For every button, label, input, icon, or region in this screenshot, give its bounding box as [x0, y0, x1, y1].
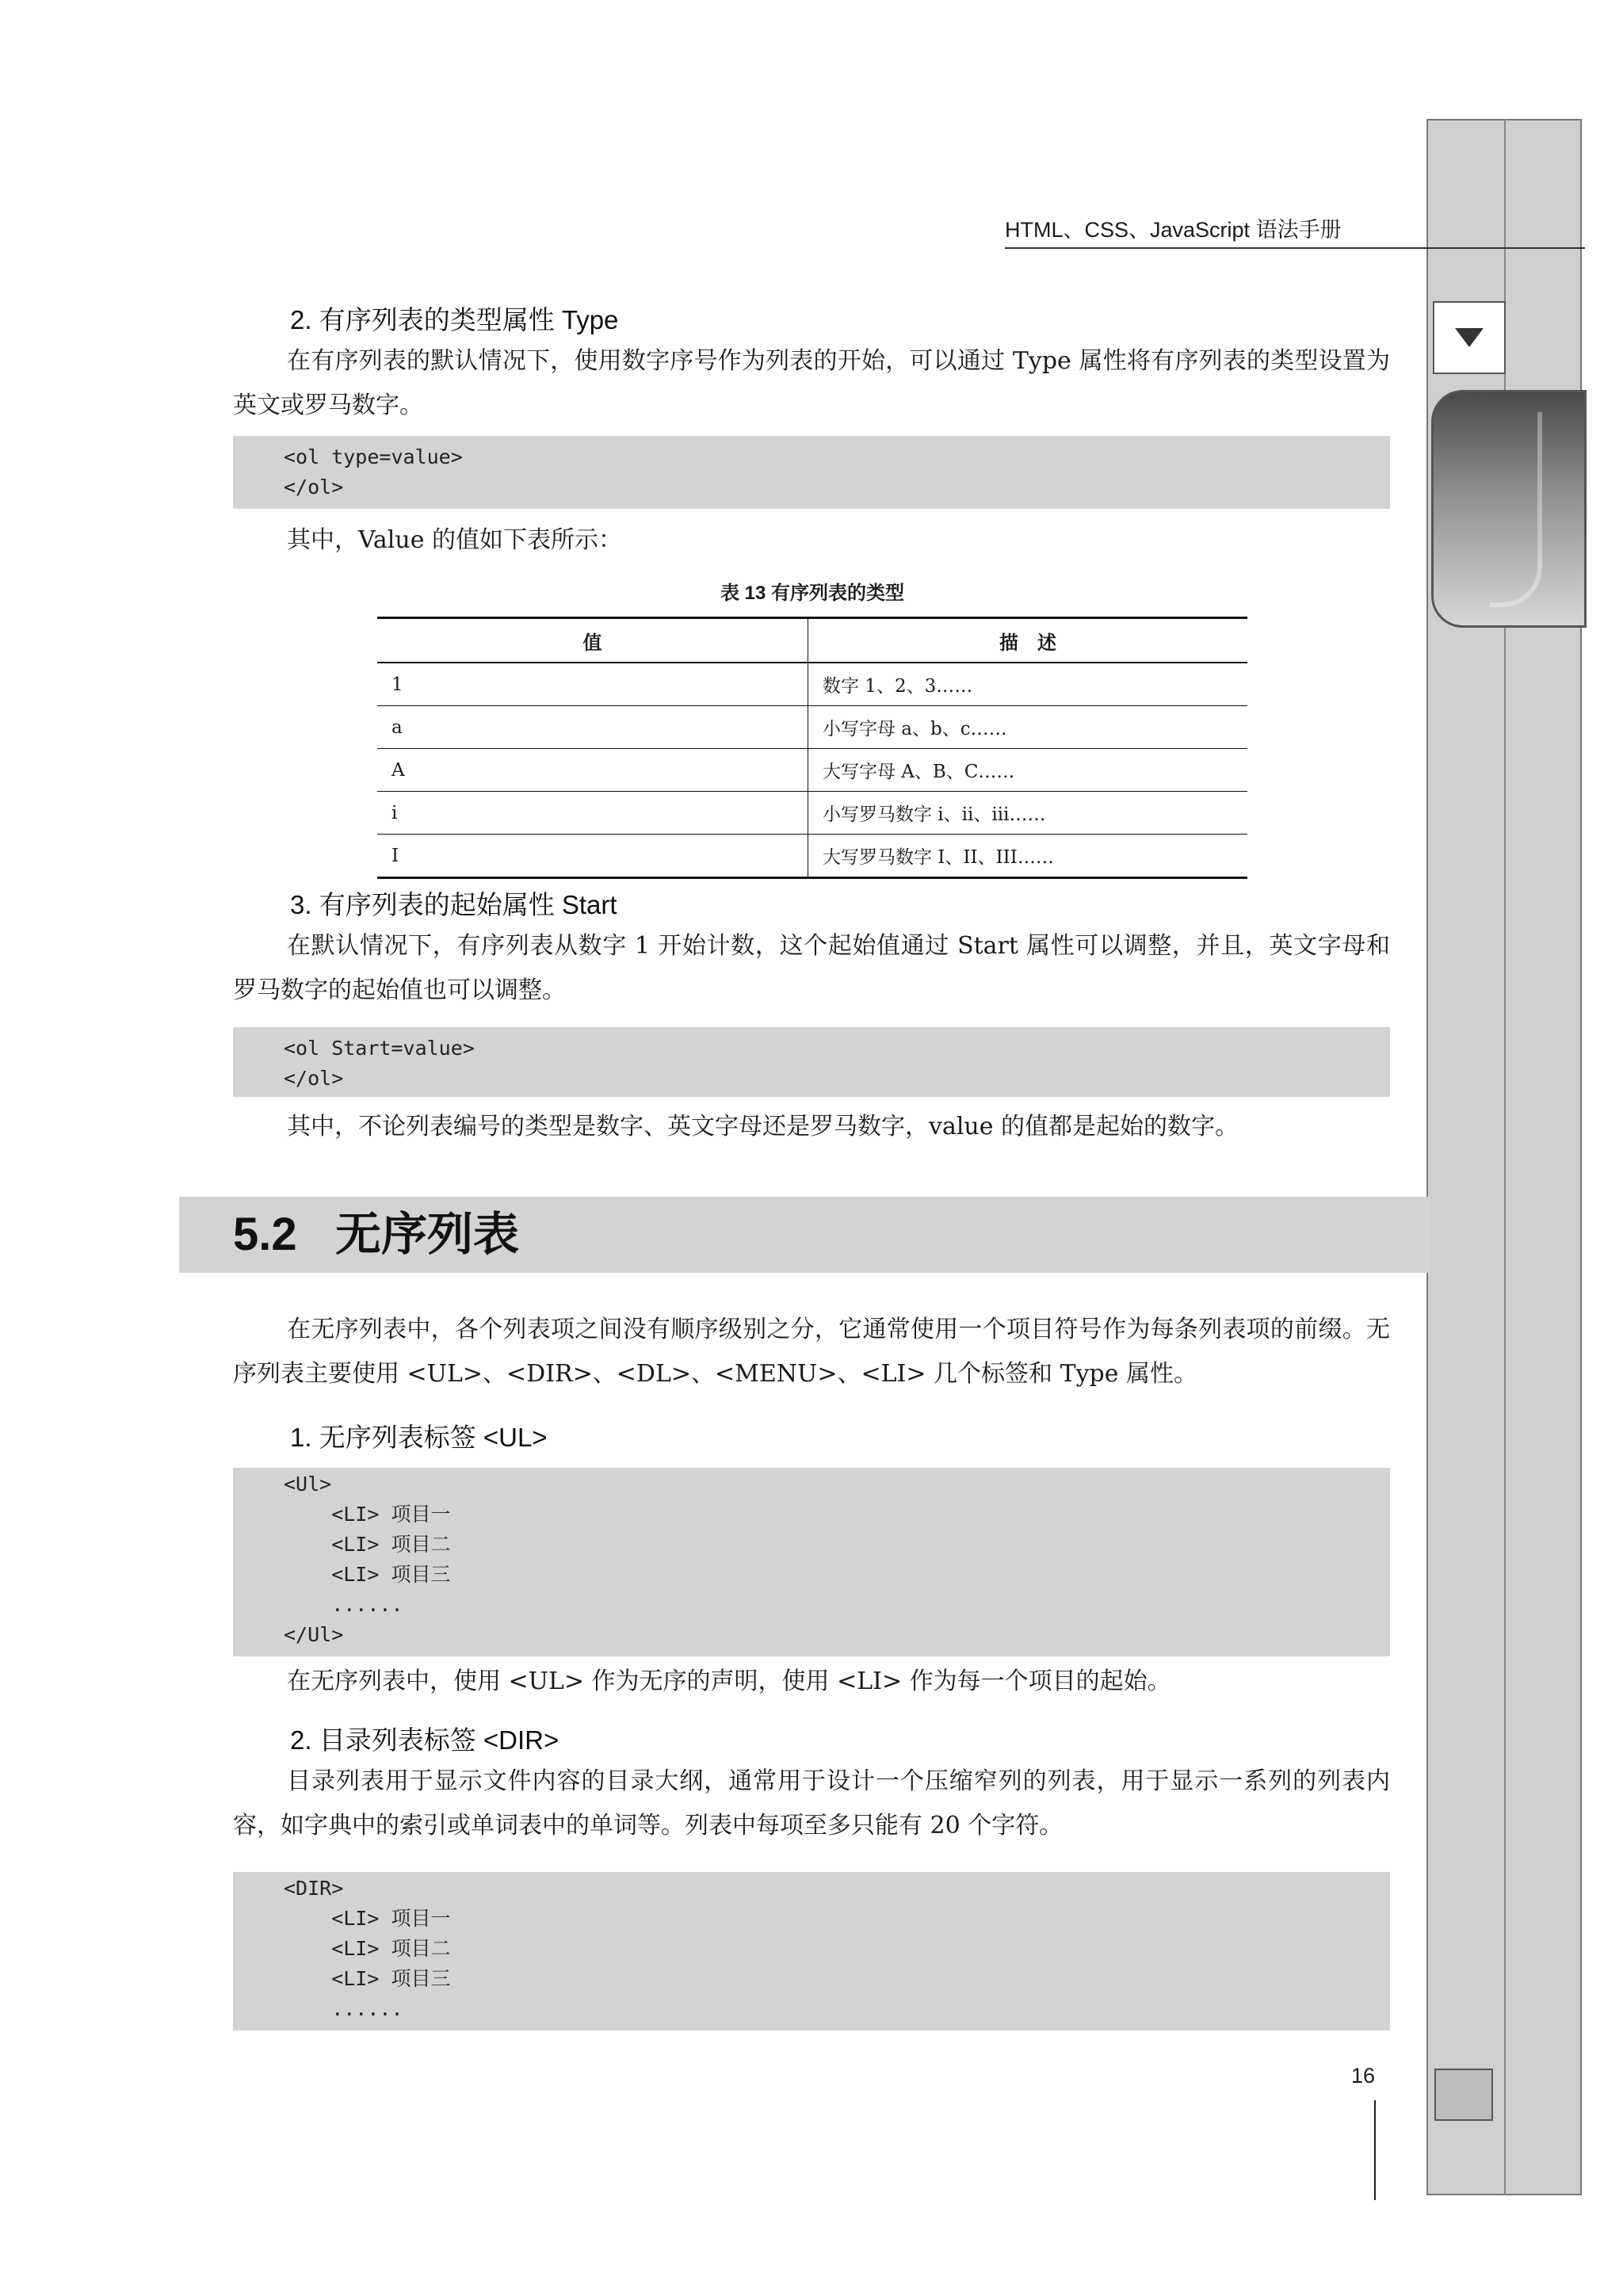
paragraph-start-attribute: 在默认情况下，有序列表从数字 1 开始计数，这个起始值通过 Start 属性可以调整，并且，英文字母和罗马数字的起始值也可以调整。: [233, 932, 1390, 1004]
table-cell-value: I: [377, 835, 808, 878]
code-line: <DIR>: [284, 1877, 344, 1900]
code-line: <LI> 项目一: [284, 1503, 451, 1526]
running-header: HTML、CSS、JavaScript 语法手册: [1005, 218, 1342, 242]
code-line: <LI> 项目二: [284, 1533, 451, 1556]
table-cell-value: 1: [377, 663, 808, 706]
table-cell-value: i: [377, 792, 808, 835]
nav-arrow-box: [1433, 301, 1506, 374]
page-curl-decoration: [1490, 412, 1542, 607]
note-ul-usage: 在无序列表中，使用 <UL> 作为无序的声明，使用 <LI> 作为每一个项目的起始。: [287, 1668, 1171, 1695]
code-line: <LI> 项目二: [284, 1937, 451, 1960]
paragraph-unordered-intro: 在无序列表中，各个列表项之间没有顺序级别之分，它通常使用一个项目符号作为每条列表项的前缀。无序列表主要使用 <UL>、<DIR>、<DL>、<MENU>、<LI> 几个标签和 Type 属性。: [233, 1316, 1390, 1388]
table-cell-description: 数字 1、2、3……: [808, 663, 1248, 706]
code-line: <ol type=value>: [284, 445, 463, 468]
code-block-ol-start: [233, 1027, 1390, 1097]
table-cell-value: a: [377, 706, 808, 749]
table-ordered-list-types: [377, 617, 1247, 879]
triangle-down-icon: [1455, 328, 1484, 347]
code-line: <ol Start=value>: [284, 1037, 475, 1060]
table-caption: 表 13 有序列表的类型: [720, 583, 905, 604]
code-line: <LI> 项目一: [284, 1907, 451, 1930]
table-row: [377, 663, 1247, 706]
code-line: </ol>: [284, 1067, 344, 1090]
heading-dir-tag: 2. 目录列表标签 <DIR>: [290, 1725, 559, 1755]
heading-start-attribute: 3. 有序列表的起始属性 Start: [290, 890, 617, 919]
code-line: <LI> 项目三: [284, 1967, 451, 1990]
table-header-description: 描 述: [808, 618, 1248, 663]
section-title: 5.2 无序列表: [233, 1209, 519, 1260]
page-number-rule: [1374, 2100, 1376, 2200]
code-line: ......: [284, 1997, 403, 2020]
table-row: [377, 706, 1247, 749]
code-line: <LI> 项目三: [284, 1563, 451, 1586]
paragraph-dir-tag: 目录列表用于显示文件内容的目录大纲，通常用于设计一个压缩窄列的列表，用于显示一系列的列表内容，如字典中的索引或单词表中的单词等。列表中每项至多只能有 20 个字符。: [233, 1767, 1390, 1839]
table-cell-description: 大写罗马数字 I、II、III……: [808, 835, 1248, 878]
table-row: [377, 835, 1247, 878]
heading-ul-tag: 1. 无序列表标签 <UL>: [290, 1423, 548, 1452]
table-cell-description: 小写字母 a、b、c……: [808, 706, 1248, 749]
note-start-value: 其中，不论列表编号的类型是数字、英文字母还是罗马数字，value 的值都是起始的数字。: [287, 1113, 1239, 1140]
code-line: <Ul>: [284, 1473, 332, 1496]
table-cell-description: 小写罗马数字 i、ii、iii……: [808, 792, 1248, 835]
table-cell-value: A: [377, 749, 808, 792]
code-block-dir: [233, 1872, 1390, 2030]
paragraph-type-attribute: 在有序列表的默认情况下，使用数字序号作为列表的开始，可以通过 Type 属性将有序列表的类型设置为英文或罗马数字。: [233, 347, 1390, 419]
table-row: [377, 792, 1247, 835]
code-line: ......: [284, 1593, 403, 1616]
side-tab-bottom-box: [1434, 2069, 1493, 2121]
table-header-value: 值: [377, 618, 808, 663]
heading-type-attribute: 2. 有序列表的类型属性 Type: [290, 305, 619, 334]
code-block-ul: [233, 1468, 1390, 1656]
code-line: </ol>: [284, 476, 344, 499]
code-line: </Ul>: [284, 1623, 344, 1646]
table-cell-description: 大写字母 A、B、C……: [808, 749, 1248, 792]
table-row: [377, 749, 1247, 792]
header-rule: [1005, 247, 1585, 249]
page-number: 16: [1350, 2064, 1376, 2088]
note-value-table: 其中，Value 的值如下表所示：: [287, 526, 623, 554]
code-block-ol-type: [233, 436, 1390, 509]
